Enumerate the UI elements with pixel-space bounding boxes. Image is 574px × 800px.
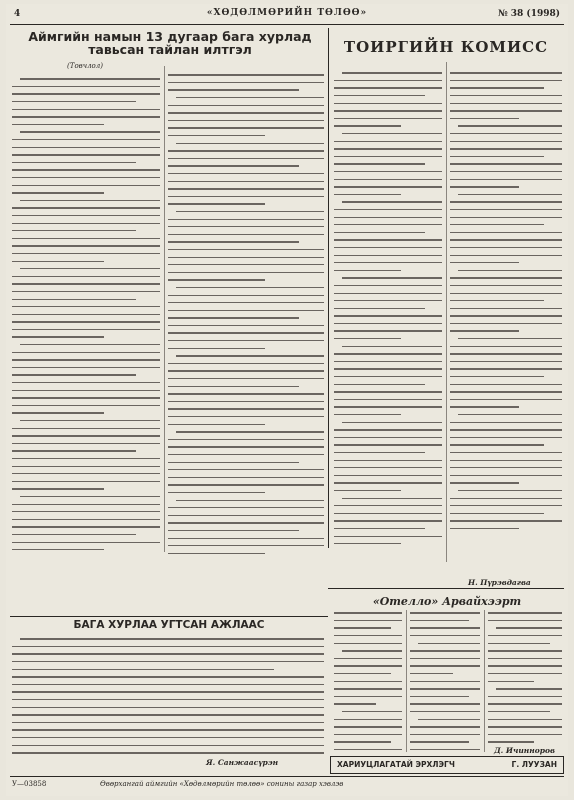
editor-title: ХАРИУЦЛАГАТАЙ ЭРХЛЭГЧ	[337, 760, 455, 769]
left-article-column-2	[168, 68, 324, 554]
footer-code: У—03858	[12, 780, 47, 788]
column-divider	[446, 62, 447, 562]
left-article-headline	[10, 30, 330, 56]
bottom-left-headline: БАГА ХУРЛАА УГТСАН АЖЛААС	[73, 619, 265, 631]
bottom-right-column-3	[488, 606, 562, 743]
left-article-subtitle: (Товчлол)	[67, 62, 103, 70]
right-article-column-1	[334, 66, 442, 544]
masthead	[10, 4, 564, 25]
bottom-right-headline: «Отелло» Арвайхээрт	[372, 595, 522, 608]
column-divider	[406, 610, 407, 752]
footer-imprint: Өвөрхангай аймгийн «Хөдөлмөрийн төлөө» сонины газар хэвлэв	[100, 780, 344, 788]
paper-name: «ХӨДӨЛМӨРИЙН ТӨЛӨӨ»	[206, 8, 368, 18]
section-divider	[328, 588, 564, 589]
bottom-left-article-text	[12, 632, 324, 754]
left-headline-line1: Аймгийн намын 13 дугаар бага хурлад	[28, 29, 312, 44]
right-article-column-2	[450, 66, 562, 529]
column-divider	[164, 66, 165, 552]
editor-name: Г. ЛУУЗАН	[511, 760, 557, 769]
footer	[10, 776, 564, 793]
bottom-right-column-2	[410, 606, 480, 750]
editor-box	[330, 756, 564, 774]
right-article-headline: ТОИРГИЙН КОМИСС	[343, 38, 549, 56]
left-headline-line2: тавьсан тайлан илтгэл	[88, 42, 252, 58]
newspaper-page	[6, 4, 568, 796]
right-article-byline: Н. Пүрэвдагва	[468, 578, 531, 587]
bottom-left-byline: Я. Санжаасүрэн	[206, 758, 279, 767]
issue-number: № 38 (1998)	[497, 9, 560, 19]
column-divider	[328, 28, 329, 548]
page-number: 4	[14, 9, 21, 19]
bottom-right-column-1	[334, 606, 402, 750]
section-divider	[10, 616, 328, 617]
left-article-column-1	[12, 72, 160, 550]
column-divider	[484, 610, 485, 752]
bottom-right-byline: Д. Ичинноров	[494, 746, 555, 755]
